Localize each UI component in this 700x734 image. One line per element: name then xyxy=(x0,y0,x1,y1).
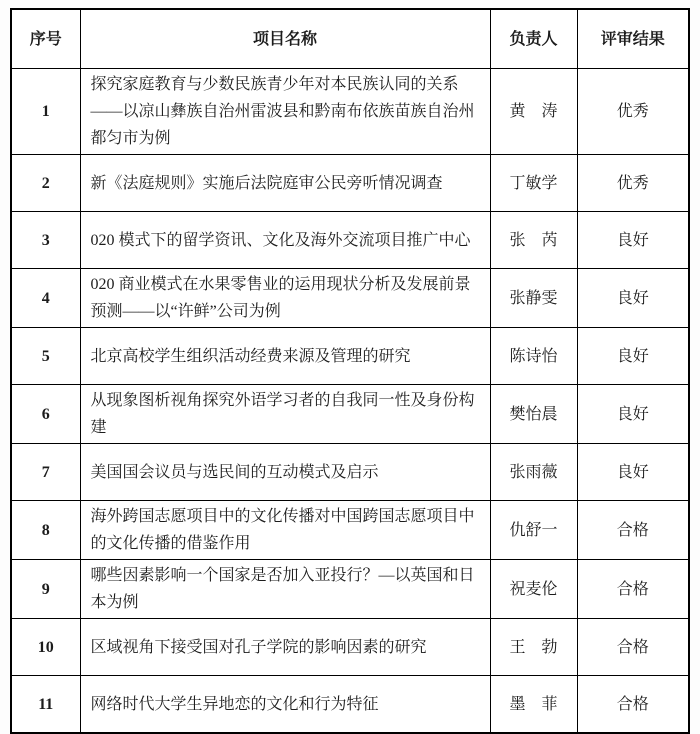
cell-leader: 张 芮 xyxy=(490,212,577,269)
cell-project-name: 020 模式下的留学资讯、文化及海外交流项目推广中心 xyxy=(80,212,490,269)
cell-review-result: 良好 xyxy=(577,212,689,269)
header-project-name: 项目名称 xyxy=(80,9,490,69)
cell-serial-number: 7 xyxy=(11,444,80,501)
cell-project-name: 从现象图析视角探究外语学习者的自我同一性及身份构建 xyxy=(80,385,490,444)
table-row xyxy=(11,155,689,212)
cell-leader: 张静雯 xyxy=(490,269,577,328)
cell-project-name: 美国国会议员与选民间的互动模式及启示 xyxy=(80,444,490,501)
header-serial-number: 序号 xyxy=(11,9,80,69)
table-row xyxy=(11,212,689,269)
cell-leader: 仇舒一 xyxy=(490,501,577,560)
cell-leader: 樊怡晨 xyxy=(490,385,577,444)
cell-serial-number: 4 xyxy=(11,269,80,328)
cell-review-result: 合格 xyxy=(577,619,689,676)
table-row xyxy=(11,676,689,734)
cell-leader: 王 勃 xyxy=(490,619,577,676)
cell-review-result: 良好 xyxy=(577,385,689,444)
cell-serial-number: 10 xyxy=(11,619,80,676)
table-row xyxy=(11,269,689,328)
cell-leader: 丁敏学 xyxy=(490,155,577,212)
cell-project-name: 哪些因素影响一个国家是否加入亚投行？—以英国和日本为例 xyxy=(80,560,490,619)
table-row xyxy=(11,69,689,155)
cell-serial-number: 6 xyxy=(11,385,80,444)
cell-serial-number: 5 xyxy=(11,328,80,385)
cell-project-name: 020 商业模式在水果零售业的运用现状分析及发展前景预测——以“许鲜”公司为例 xyxy=(80,269,490,328)
cell-serial-number: 8 xyxy=(11,501,80,560)
cell-project-name: 网络时代大学生异地恋的文化和行为特征 xyxy=(80,676,490,734)
cell-project-name: 区域视角下接受国对孔子学院的影响因素的研究 xyxy=(80,619,490,676)
table-row xyxy=(11,444,689,501)
cell-project-name: 探究家庭教育与少数民族青少年对本民族认同的关系——以凉山彝族自治州雷波县和黔南布依族苗族自治州都匀市为例 xyxy=(80,69,490,155)
table-row xyxy=(11,619,689,676)
cell-project-name: 北京高校学生组织活动经费来源及管理的研究 xyxy=(80,328,490,385)
header-review-result: 评审结果 xyxy=(577,9,689,69)
cell-serial-number: 2 xyxy=(11,155,80,212)
cell-review-result: 良好 xyxy=(577,328,689,385)
cell-leader: 张雨薇 xyxy=(490,444,577,501)
header-row xyxy=(11,9,689,69)
cell-serial-number: 9 xyxy=(11,560,80,619)
cell-project-name: 新《法庭规则》实施后法院庭审公民旁听情况调查 xyxy=(80,155,490,212)
cell-leader: 陈诗怡 xyxy=(490,328,577,385)
cell-review-result: 合格 xyxy=(577,560,689,619)
cell-review-result: 优秀 xyxy=(577,155,689,212)
table-row xyxy=(11,328,689,385)
cell-leader: 墨 菲 xyxy=(490,676,577,734)
review-results-table xyxy=(10,8,690,734)
table-row xyxy=(11,560,689,619)
cell-review-result: 合格 xyxy=(577,676,689,734)
cell-leader: 祝麦伦 xyxy=(490,560,577,619)
cell-review-result: 良好 xyxy=(577,444,689,501)
table-row xyxy=(11,385,689,444)
header-leader: 负责人 xyxy=(490,9,577,69)
table-row xyxy=(11,501,689,560)
cell-serial-number: 3 xyxy=(11,212,80,269)
cell-leader: 黄 涛 xyxy=(490,69,577,155)
cell-serial-number: 1 xyxy=(11,69,80,155)
cell-serial-number: 11 xyxy=(11,676,80,734)
cell-project-name: 海外跨国志愿项目中的文化传播对中国跨国志愿项目中的文化传播的借鉴作用 xyxy=(80,501,490,560)
cell-review-result: 良好 xyxy=(577,269,689,328)
cell-review-result: 合格 xyxy=(577,501,689,560)
cell-review-result: 优秀 xyxy=(577,69,689,155)
